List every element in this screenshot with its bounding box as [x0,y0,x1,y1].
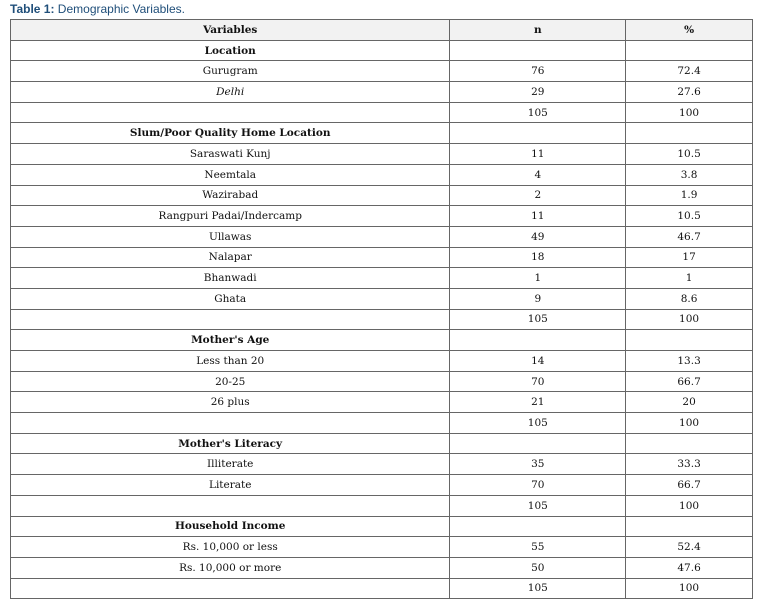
table-row [11,268,753,289]
cell-n: 105 [450,309,626,330]
cell-percent: 66.7 [626,371,753,392]
cell-percent [626,40,753,61]
cell-variable: Ullawas [11,226,450,247]
table-row [11,475,753,496]
cell-variable: Rs. 10,000 or less [11,537,450,558]
cell-n: 4 [450,164,626,185]
cell-n: 9 [450,288,626,309]
header-variables: Variables [11,20,450,41]
cell-percent: 13.3 [626,351,753,372]
table-caption [10,2,185,16]
cell-n [450,433,626,454]
cell-variable: Gurugram [11,61,450,82]
cell-n: 35 [450,454,626,475]
cell-variable: Saraswati Kunj [11,144,450,165]
cell-variable: Illiterate [11,454,450,475]
table-row [11,392,753,413]
table-body [11,40,753,599]
cell-percent: 1 [626,268,753,289]
table-row [11,557,753,578]
cell-variable: Household Income [11,516,450,537]
demographic-table [10,19,753,599]
cell-n: 2 [450,185,626,206]
header-row [11,20,753,41]
cell-n: 49 [450,226,626,247]
cell-percent: 100 [626,309,753,330]
table-caption-text: Demographic Variables. [54,2,185,16]
cell-variable: 20-25 [11,371,450,392]
cell-n: 70 [450,371,626,392]
table-row [11,537,753,558]
total-row [11,309,753,330]
cell-percent [626,516,753,537]
table-row [11,144,753,165]
section-row [11,40,753,61]
table-row [11,206,753,227]
cell-percent: 10.5 [626,144,753,165]
total-row [11,578,753,599]
cell-variable [11,495,450,516]
header-n: n [450,20,626,41]
cell-percent: 33.3 [626,454,753,475]
cell-percent: 1.9 [626,185,753,206]
cell-variable: Location [11,40,450,61]
cell-n: 29 [450,82,626,103]
cell-n [450,516,626,537]
cell-n: 105 [450,495,626,516]
cell-percent: 100 [626,578,753,599]
table-row [11,61,753,82]
section-row [11,516,753,537]
cell-n: 11 [450,144,626,165]
section-row [11,330,753,351]
cell-n: 18 [450,247,626,268]
cell-percent: 47.6 [626,557,753,578]
cell-variable: 26 plus [11,392,450,413]
cell-n [450,330,626,351]
cell-percent: 3.8 [626,164,753,185]
cell-variable: Slum/Poor Quality Home Location [11,123,450,144]
cell-n: 11 [450,206,626,227]
cell-percent [626,123,753,144]
total-row [11,413,753,434]
cell-variable [11,413,450,434]
cell-n: 105 [450,578,626,599]
cell-variable: Less than 20 [11,351,450,372]
table-row [11,247,753,268]
cell-variable: Literate [11,475,450,496]
cell-percent: 72.4 [626,61,753,82]
cell-percent: 20 [626,392,753,413]
cell-n: 55 [450,537,626,558]
table-row [11,371,753,392]
cell-variable: Ghata [11,288,450,309]
cell-percent: 27.6 [626,82,753,103]
cell-variable: Nalapar [11,247,450,268]
header-percent: % [626,20,753,41]
cell-variable: Wazirabad [11,185,450,206]
cell-percent: 46.7 [626,226,753,247]
cell-percent: 8.6 [626,288,753,309]
total-row [11,102,753,123]
cell-n [450,40,626,61]
cell-n: 21 [450,392,626,413]
cell-n: 1 [450,268,626,289]
cell-percent: 52.4 [626,537,753,558]
cell-variable: Mother's Age [11,330,450,351]
table-row [11,351,753,372]
cell-n: 105 [450,102,626,123]
cell-variable: Delhi [11,82,450,103]
table-row [11,185,753,206]
cell-n: 105 [450,413,626,434]
table-row [11,164,753,185]
cell-variable: Mother's Literacy [11,433,450,454]
table-row [11,454,753,475]
cell-percent: 100 [626,495,753,516]
cell-variable: Bhanwadi [11,268,450,289]
cell-variable [11,309,450,330]
table-caption-label: Table 1: [10,2,55,16]
cell-n: 76 [450,61,626,82]
cell-percent [626,330,753,351]
cell-percent: 10.5 [626,206,753,227]
cell-n: 70 [450,475,626,496]
cell-percent: 100 [626,102,753,123]
cell-variable: Rs. 10,000 or more [11,557,450,578]
cell-n [450,123,626,144]
cell-variable: Rangpuri Padai/Indercamp [11,206,450,227]
table-row [11,82,753,103]
cell-percent: 100 [626,413,753,434]
cell-variable: Neemtala [11,164,450,185]
total-row [11,495,753,516]
cell-n: 50 [450,557,626,578]
cell-n: 14 [450,351,626,372]
table-row [11,226,753,247]
cell-percent [626,433,753,454]
cell-percent: 17 [626,247,753,268]
cell-variable [11,102,450,123]
section-row [11,433,753,454]
section-row [11,123,753,144]
table-row [11,288,753,309]
cell-percent: 66.7 [626,475,753,496]
cell-variable [11,578,450,599]
